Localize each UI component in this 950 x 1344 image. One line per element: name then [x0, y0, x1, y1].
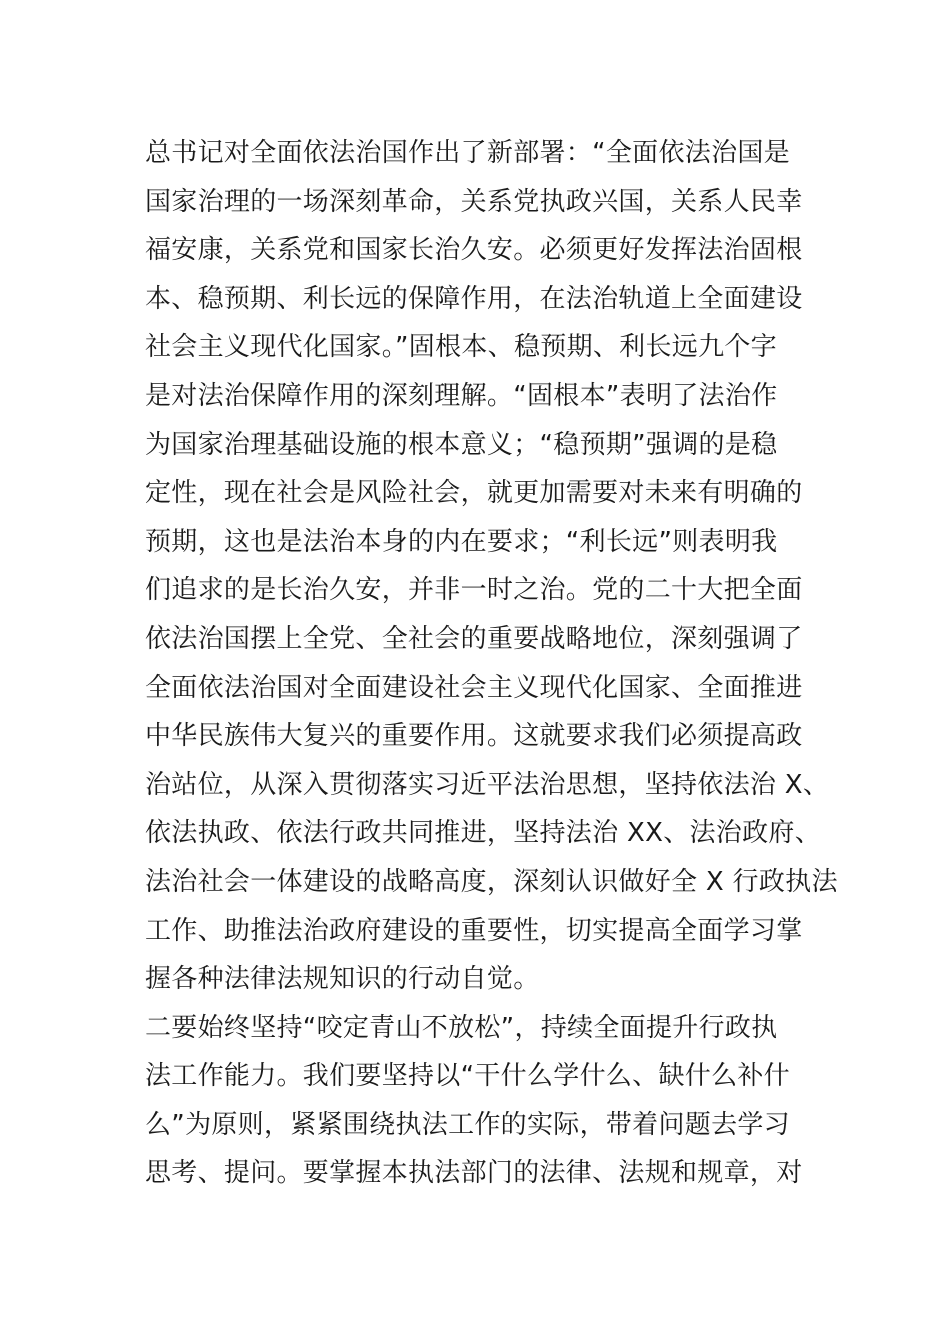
- document-body: [145, 129, 838, 1198]
- text-line: 治站位，从深入贯彻落实习近平法治思想，坚持依法治 X、: [145, 769, 830, 800]
- text-line: 全面依法治国对全面建设社会主义现代化国家、全面推进: [145, 672, 803, 703]
- text-line: 握各种法律法规知识的行动自觉。: [145, 964, 540, 995]
- paragraph-1: [145, 129, 838, 1004]
- text-line: 工作、助推法治政府建设的重要性，切实提高全面学习掌: [145, 915, 803, 946]
- text-line: 总书记对全面依法治国作出了新部署：“全面依法治国是: [145, 138, 790, 168]
- text-line: 定性，现在社会是风险社会，就更加需要对未来有明确的: [145, 478, 803, 509]
- text-line: 是对法治保障作用的深刻理解。“固根本”表明了法治作: [145, 380, 778, 411]
- text-line: 依法治国摆上全党、全社会的重要战略地位，深刻强调了: [145, 623, 803, 654]
- text-line: 国家治理的一场深刻革命，关系党执政兴国，关系人民幸: [145, 186, 803, 217]
- text-line: 本、稳预期、利长远的保障作用，在法治轨道上全面建设: [145, 283, 803, 314]
- text-line: 二要始终坚持“咬定青山不放松”，持续全面提升行政执: [145, 1012, 778, 1043]
- text-line: 依法执政、依法行政共同推进，坚持法治 XX、法治政府、: [145, 818, 821, 849]
- text-line: 么”为原则，紧紧围绕执法工作的实际，带着问题去学习: [145, 1109, 790, 1140]
- text-line: 为国家治理基础设施的根本意义；“稳预期”强调的是稳: [145, 429, 778, 460]
- text-line: 中华民族伟大复兴的重要作用。这就要求我们必须提高政: [145, 721, 803, 752]
- text-line: 福安康，关系党和国家长治久安。必须更好发挥法治固根: [145, 235, 803, 266]
- paragraph-2: [145, 1004, 810, 1198]
- text-line: 们追求的是长治久安，并非一时之治。党的二十大把全面: [145, 575, 803, 606]
- text-line: 社会主义现代化国家。”固根本、稳预期、利长远九个字: [145, 332, 777, 363]
- text-line: 法工作能力。我们要坚持以“干什么学什么、缺什么补什: [145, 1061, 790, 1092]
- text-line: 预期，这也是法治本身的内在要求；“利长远”则表明我: [145, 526, 778, 557]
- text-line: 法治社会一体建设的战略高度，深刻认识做好全 X 行政执法: [145, 866, 838, 897]
- text-line: 思考、提问。要掌握本执法部门的法律、法规和规章，对: [145, 1158, 803, 1189]
